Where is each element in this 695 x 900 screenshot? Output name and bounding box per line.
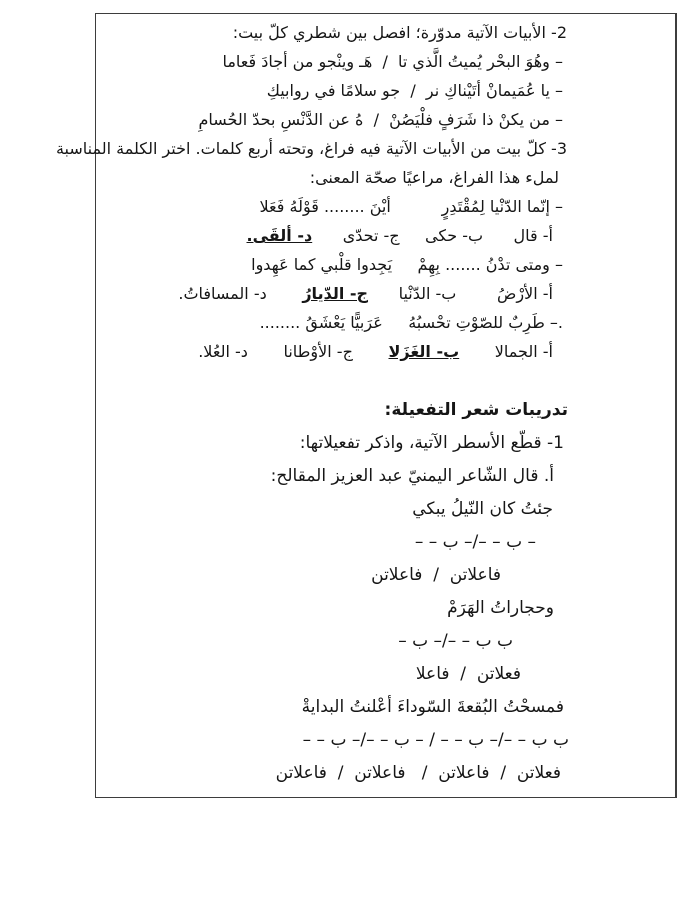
worksheet-frame	[55, 13, 677, 798]
text-segment: أ- الأرْضُ ب- الدّنْيا	[368, 284, 553, 303]
text-segment: أ- الجمالا	[459, 342, 553, 361]
text-segment: تدريبات شعر التفعيلة:	[384, 400, 568, 420]
prosody-notation	[96, 526, 571, 559]
verse-line	[96, 250, 571, 279]
tafila-exercises-section	[96, 394, 571, 790]
tafila-line	[96, 559, 571, 592]
text-segment: أ. قال الشّاعر اليمنيّ عبد العزيز المقالح:	[270, 466, 554, 486]
text-segment: 1- قطّع الأسطر الآتية، واذكر تفعيلاتها:	[299, 433, 564, 453]
text-segment: فعلاتن / فاعلاتن / فاعلاتن / فاعلاتن	[275, 763, 561, 783]
poem-line	[96, 493, 571, 526]
question-line	[96, 163, 571, 192]
text-segment: – ومتى تدْنُ ....... بِهِمْ يَجِدوا قلْبي كما عَهِدوا	[251, 255, 563, 274]
text-segment: د- المسافاتُ.	[178, 284, 303, 303]
prosody-notation	[96, 724, 571, 757]
text-segment: ب ب – –/– ب – – / – ب – –/– ب – –	[302, 730, 569, 750]
text-segment: فاعلاتن / فاعلاتن	[371, 565, 501, 585]
tafila-line	[96, 757, 571, 790]
text-segment: – ب – –/– ب – –	[414, 532, 536, 552]
attribution-line	[96, 460, 571, 493]
exercises-section	[55, 18, 571, 366]
choices-line	[96, 337, 571, 366]
section-heading	[96, 394, 571, 427]
text-segment: – يا عُمَيمانْ أتَيْناكِ نر / جو سلامًا في روابيكِ	[266, 81, 563, 100]
text-segment: – من يكنْ ذا شَرَفٍ فلْيَصُنْ / هُ عن الدَّنْسِ بحدّ الحُسامِ	[198, 110, 563, 129]
question-line	[96, 427, 571, 460]
text-segment: د- ألقَى.	[246, 226, 313, 245]
prosody-notation	[96, 625, 571, 658]
verse-line	[96, 192, 571, 221]
text-segment: ب- الغَزَلا	[388, 342, 460, 361]
verse-line	[96, 308, 571, 337]
text-segment: فعلاتن / فاعلا	[415, 664, 521, 684]
text-segment: 2- الأبيات الآتية مدوّرة؛ افصل بين شطري كلّ بيت:	[232, 23, 567, 42]
text-segment: ج- الدّيارُ	[302, 284, 369, 303]
text-segment: – وهُوَ البحْر يُميتُ الَّذي تا / هَـ وينْجو من أجادَ فَعاما	[222, 52, 563, 71]
text-segment: فمسحْتُ البُقعةَ السّوداءَ أعْلنتُ البدايةْ	[301, 697, 564, 717]
verse-line	[96, 47, 571, 76]
text-segment: ب ب – –/– ب –	[398, 631, 513, 651]
section-gap	[96, 366, 571, 394]
poem-line	[96, 691, 571, 724]
choices-line	[96, 221, 571, 250]
text-segment: ج- الأوْطانا د- العُلا.	[198, 342, 389, 361]
text-segment: لملء هذا الفراغ، مراعيًا صحّة المعنى:	[309, 168, 559, 187]
verse-line	[96, 76, 571, 105]
text-segment: – إنّما الدّنْيا لِمُقْتَدِرٍ أيْنَ ........ قَوْلَهُ فَعَلا	[259, 197, 563, 216]
text-segment: .– طَرِبٌ للصّوْتِ تحْسبُهُ عَرَبيًّا يَعْشَقُ ........	[259, 313, 563, 332]
tafila-line	[96, 658, 571, 691]
text-segment: وحجاراتُ الهَرَمْ	[447, 598, 554, 618]
question-line	[55, 134, 571, 163]
text-segment: جئتُ كان النّيلُ يبكي	[412, 499, 553, 519]
verse-line	[96, 105, 571, 134]
text-segment: 3- كلّ بيت من الأبيات الآتية فيه فراغ، وتحته أربع كلمات. اختر الكلمة المناسبة	[55, 139, 567, 158]
margin-cell	[571, 14, 676, 797]
main-text-cell	[55, 14, 571, 797]
question-line	[96, 18, 571, 47]
choices-line	[96, 279, 571, 308]
poem-line	[96, 592, 571, 625]
text-segment: أ- قال ب- حكى ج- تحدّى	[312, 226, 553, 245]
